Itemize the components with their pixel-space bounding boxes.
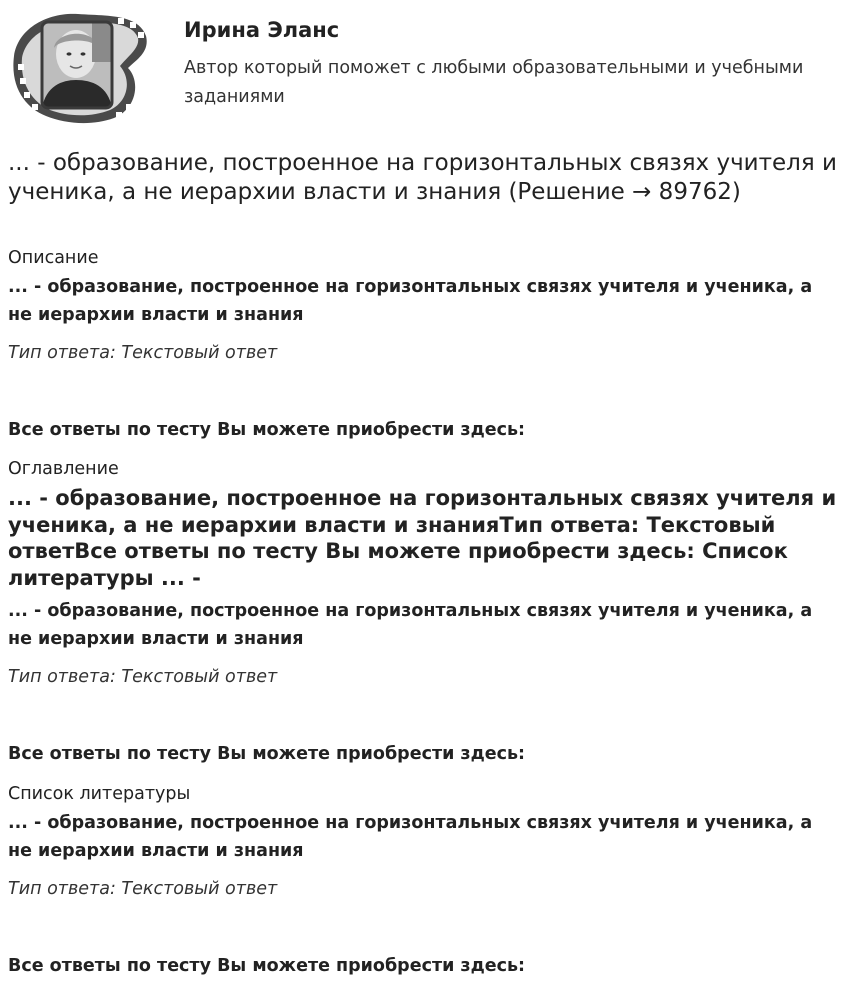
answer-type: Тип ответа: Текстовый ответ: [8, 879, 278, 899]
description-section: [8, 247, 838, 444]
buy-answers-text[interactable]: Все ответы по тесту Вы можете приобрести здесь:: [8, 956, 526, 976]
author-name: Ирина Эланс: [184, 18, 340, 42]
toc-heading: ... - образование, построенное на горизонтальных связях учителя и ученика, а не иерархии власти и знанияТип ответа: Текстовый ответВсе ответы по тесту Вы можете приобрести здесь: Список литературы ... -: [8, 486, 837, 590]
toc-section: [8, 458, 838, 768]
section-label-references: Список литературы: [8, 784, 191, 804]
author-card: [8, 8, 828, 128]
author-avatar: [8, 8, 150, 126]
references-section: [8, 783, 838, 980]
page-title: ... - образование, построенное на горизонтальных связях учителя и ученика, а не иерархии власти и знания (Решение → 89762): [8, 150, 837, 205]
question-text: ... - образование, построенное на горизонтальных связях учителя и ученика, а не иерархии власти и знания: [8, 277, 813, 325]
author-description: Автор который поможет с любыми образовательными и учебными заданиями: [184, 58, 804, 107]
section-label-description: Описание: [8, 248, 99, 268]
answer-type: Тип ответа: Текстовый ответ: [8, 667, 278, 687]
buy-answers-text[interactable]: Все ответы по тесту Вы можете приобрести здесь:: [8, 744, 526, 764]
buy-answers-text[interactable]: Все ответы по тесту Вы можете приобрести здесь:: [8, 420, 526, 440]
section-label-toc: Оглавление: [8, 459, 119, 479]
question-text: ... - образование, построенное на горизонтальных связях учителя и ученика, а не иерархии власти и знания: [8, 813, 813, 861]
question-text: ... - образование, построенное на горизонтальных связях учителя и ученика, а не иерархии власти и знания: [8, 601, 813, 649]
answer-type: Тип ответа: Текстовый ответ: [8, 343, 278, 363]
